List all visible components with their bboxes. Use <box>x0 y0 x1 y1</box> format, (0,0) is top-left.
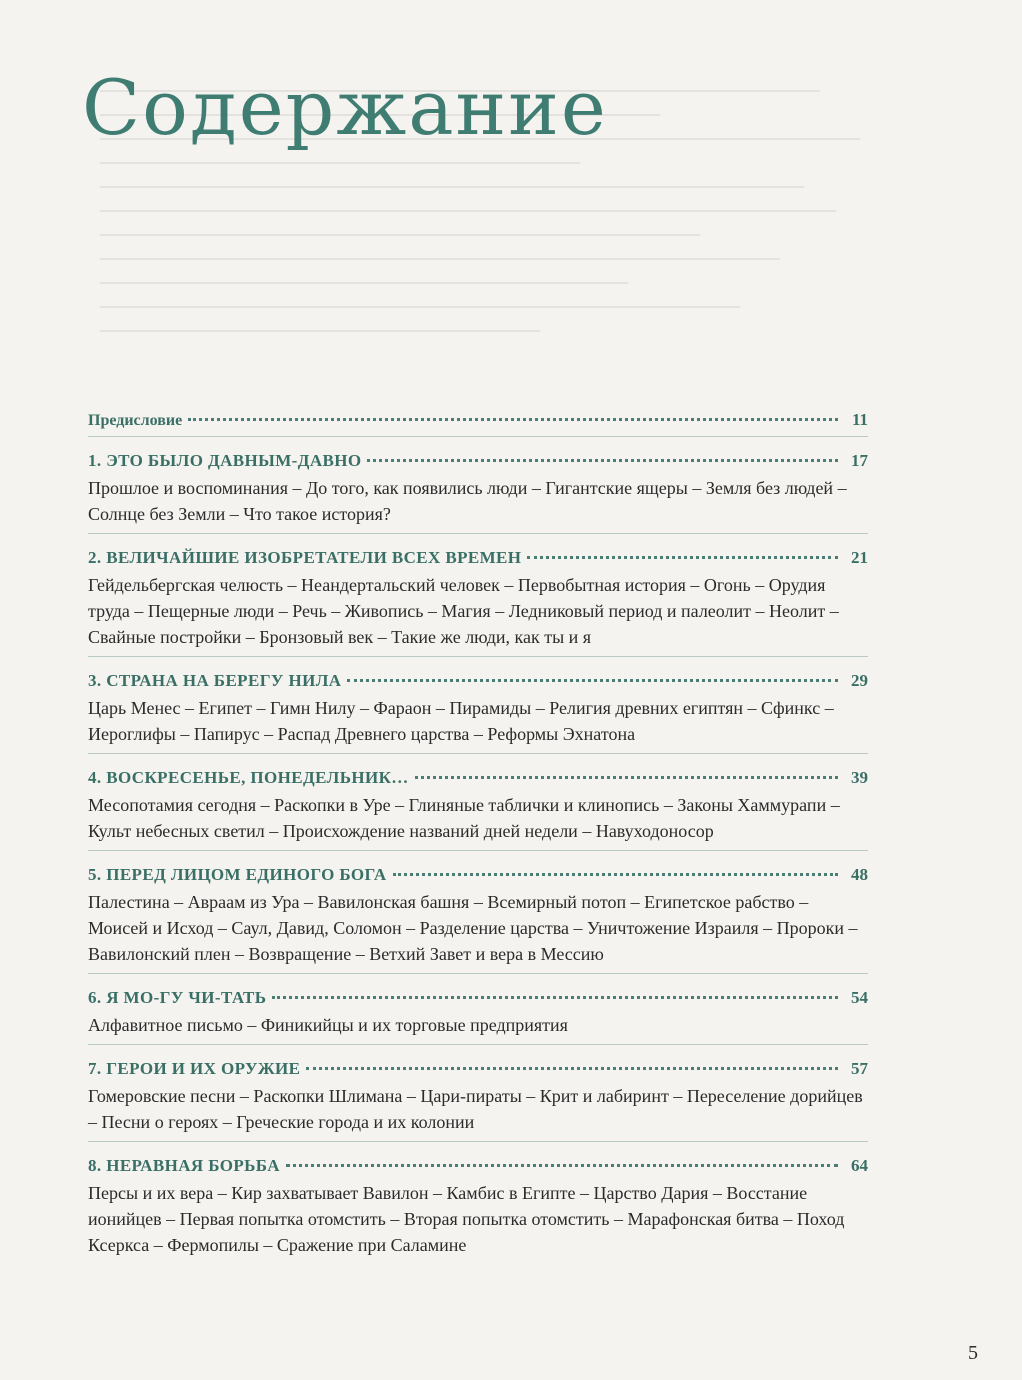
toc-page-number: 57 <box>851 1059 868 1078</box>
toc-topics: Алфавитное письмо – Финикийцы и их торговые предприятия <box>88 1015 568 1035</box>
toc-topics: Гейдельбергская челюсть – Неандертальский человек – Первобытная история – Огонь – Орудия труда – Пещерные люди – Речь – Живопись – Магия – Ледниковый период и палеолит – Неолит – Свайные постройки – Бронзовый век – Такие же люди, как ты и я <box>88 575 839 647</box>
divider <box>88 850 868 851</box>
toc-page-number: 48 <box>851 865 868 884</box>
dot-leader <box>367 459 838 462</box>
page-title: Содержание <box>82 63 608 152</box>
toc-topics: Палестина – Авраам из Ура – Вавилонская башня – Всемирный потоп – Египетское рабство – Моисей и Исход – Саул, Давид, Соломон – Разделение царства – Уничтожение Израиля – Пророки – Вавилонский плен – Возвращение – Ветхий Завет и вера в Мессию <box>88 892 858 964</box>
toc-topics: Месопотамия сегодня – Раскопки в Уре – Глиняные таблички и клинопись – Законы Хаммурапи – Культ небесных светил – Происхождение названий дней недели – Навуходоносор <box>88 795 840 841</box>
toc-page-number: 39 <box>851 768 868 787</box>
toc-page-number: 54 <box>851 988 868 1007</box>
page-number: 5 <box>968 1342 978 1364</box>
toc-entry-chapter-3[interactable] <box>88 671 868 754</box>
toc-heading: 5. ПЕРЕД ЛИЦОМ ЕДИНОГО БОГА <box>88 865 387 884</box>
divider <box>88 973 868 974</box>
dot-leader <box>286 1164 838 1167</box>
dot-leader <box>393 873 838 876</box>
toc-page-number: 29 <box>851 671 868 690</box>
toc-heading: 4. ВОСКРЕСЕНЬЕ, ПОНЕДЕЛЬНИК… <box>88 768 409 787</box>
divider <box>88 1141 868 1142</box>
toc-entry-chapter-7[interactable] <box>88 1059 868 1142</box>
dot-leader <box>272 996 838 999</box>
toc-topics: Персы и их вера – Кир захватывает Вавилон – Камбис в Египте – Царство Дария – Восстание ионийцев – Первая попытка отомстить – Вторая попытка отомстить – Марафонская битва – Поход Ксеркса – Фермопилы – Сражение при Саламине <box>88 1183 845 1255</box>
toc-topics: Царь Менес – Египет – Гимн Нилу – Фараон – Пирамиды – Религия древних египтян – Сфинкс – Иероглифы – Папирус – Распад Древнего царства – Реформы Эхнатона <box>88 698 834 744</box>
toc-heading: 8. НЕРАВНАЯ БОРЬБА <box>88 1156 280 1175</box>
dot-leader <box>527 556 838 559</box>
table-of-contents <box>88 410 868 1272</box>
toc-entry-chapter-5[interactable] <box>88 865 868 974</box>
toc-topics: Прошлое и воспоминания – До того, как появились люди – Гигантские ящеры – Земля без людей – Солнце без Земли – Что такое история? <box>88 478 847 524</box>
toc-heading: Предисловие <box>88 412 183 429</box>
toc-page-number: 21 <box>851 548 868 567</box>
dot-leader <box>188 418 838 421</box>
toc-topics: Гомеровские песни – Раскопки Шлимана – Цари-пираты – Крит и лабиринт – Переселение дорийцев – Песни о героях – Греческие города и их колонии <box>88 1086 863 1132</box>
divider <box>88 436 868 437</box>
toc-entry-chapter-6[interactable] <box>88 988 868 1045</box>
toc-page-number: 11 <box>851 410 868 429</box>
toc-page-number: 17 <box>851 451 868 470</box>
toc-entry-chapter-8[interactable] <box>88 1156 868 1258</box>
toc-entry-chapter-2[interactable] <box>88 548 868 657</box>
divider <box>88 753 868 754</box>
toc-page-number: 64 <box>851 1156 868 1175</box>
toc-heading: 7. ГЕРОИ И ИХ ОРУЖИЕ <box>88 1059 301 1078</box>
toc-heading: 1. ЭТО БЫЛО ДАВНЫМ-ДАВНО <box>88 451 362 470</box>
dot-leader <box>415 776 838 779</box>
toc-entry-chapter-4[interactable] <box>88 768 868 851</box>
toc-entry-preface[interactable] <box>88 410 868 437</box>
divider <box>88 656 868 657</box>
dot-leader <box>306 1067 838 1070</box>
dot-leader <box>347 679 838 682</box>
divider <box>88 533 868 534</box>
toc-heading: 3. СТРАНА НА БЕРЕГУ НИЛА <box>88 671 342 690</box>
toc-heading: 6. Я МО-ГУ ЧИ-ТАТЬ <box>88 988 267 1007</box>
toc-heading: 2. ВЕЛИЧАЙШИЕ ИЗОБРЕТАТЕЛИ ВСЕХ ВРЕМЕН <box>88 548 522 567</box>
divider <box>88 1044 868 1045</box>
toc-entry-chapter-1[interactable] <box>88 451 868 534</box>
